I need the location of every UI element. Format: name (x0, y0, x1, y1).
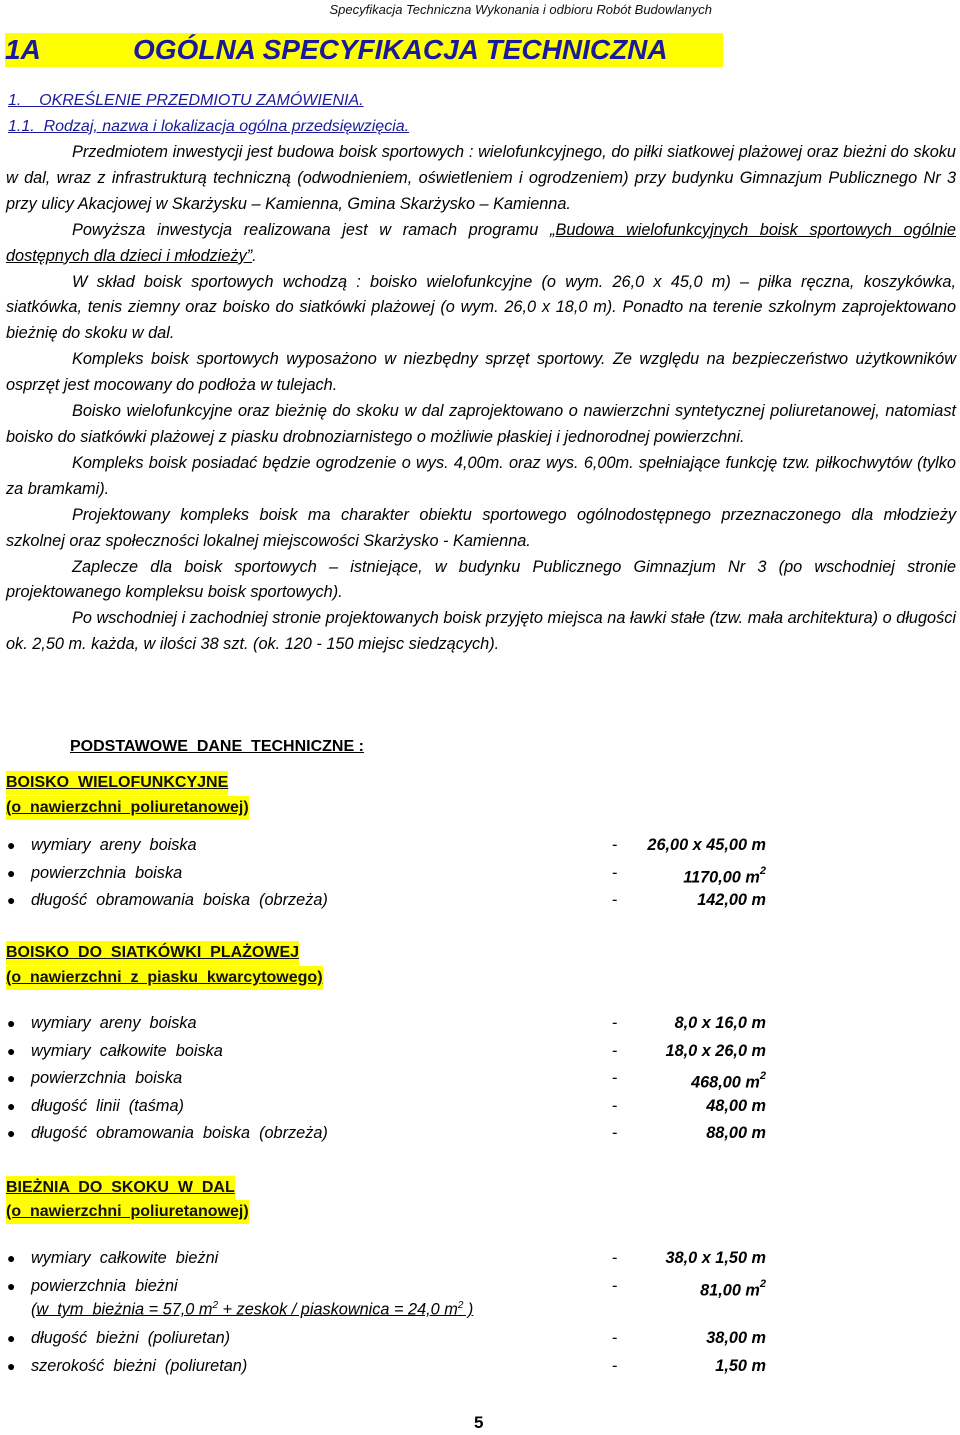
bullet-icon: ● (7, 1250, 16, 1266)
paragraph: Zaplecze dla boisk sportowych – istniejące, w budynku Publicznego Gimnazjum Nr 3 (po wschodniej stronie projektowanego kompleksu boisk sportowych). (6, 557, 956, 602)
spec-list (0, 1245, 960, 1300)
list-item: ● powierzchnia boiska - 468,00 $m^2$ (0, 1065, 960, 1093)
paragraph: Kompleks boisk posiadać będzie ogrodzenie o wys. 4,00m. oraz wys. 6,00m. spełniające funkcję tzw. piłkochwytów (tylko za bramkami). (6, 453, 956, 498)
section-subtitle: (o nawierzchni poliuretanowej) (6, 1200, 249, 1224)
document-title (5, 33, 723, 67)
page-number: 5 (474, 1413, 484, 1432)
paragraph: Kompleks boisk sportowych wyposażono w niezbędny sprzęt sportowy. Ze względu na bezpieczeństwo użytkowników osprzęt jest mocowany do podłoża w tulejach. (6, 350, 956, 395)
paragraph: Projektowany kompleks boisk ma charakter obiektu sportowego ogólnodostępnego przeznaczonego dla młodzieży szkolnej oraz społeczności lokalnej miejscowości Skarżysko - Kamienna. (6, 505, 956, 550)
bullet-icon: ● (7, 1070, 16, 1086)
paragraph: W skład boisk sportowych wchodzą : boisko wielofunkcyjne (o wym. 26,0 x 45,0 m) – piłka ręczna, koszykówka, siatkówka, tenis ziemny oraz boisko do siatkówki plażowej (o wym. 26,0 x 18,0 m). Ponadto na terenie szkolnym zaprojektowano bieżnię do skoku w dal. (6, 272, 956, 343)
surface-note: (w tym bieżnia = 57,0 $m^2$ + zeskok / piaskownica = 24,0 $m^2$ ) (31, 1300, 474, 1319)
title-text: OGÓLNA SPECYFIKACJA TECHNICZNA (133, 34, 668, 65)
bullet-icon: ● (7, 1125, 16, 1141)
paragraph: Po wschodniej i zachodniej stronie projektowanych boisk przyjęto miejsca na ławki stałe (tzw. mała architektura) o długości ok. 2,50 m. każda, w ilości 38 szt. (ok. 120 - 150 miejsc siedzących). (6, 609, 956, 654)
bullet-icon: ● (7, 1042, 16, 1059)
list-item: ● wymiary całkowite boiska - 18,0 x 26,0 m (0, 1038, 960, 1066)
section-subtitle: (o nawierzchni z piasku kwarcytowego) (6, 966, 323, 990)
bullet-icon: ● (7, 1015, 16, 1031)
paragraph: Boisko wielofunkcyjne oraz bieżnię do skoku w dal zaprojektowano o nawierzchni syntetycznej poliuretanowej, natomiast boisko do siatkówki plażowej z piasku drobnoziarnistego o możliwie płaskiej i jednorodnej powierzchni. (6, 402, 956, 446)
title-number: 1A (5, 34, 41, 65)
bullet-icon: ● (7, 864, 16, 881)
bullet-icon: ● (7, 1330, 16, 1346)
paragraph: Przedmiotem inwestycji jest budowa boisk sportowych : wielofunkcyjnego, do piłki siatkowej plażowej oraz bieżni do skoku w dal, wraz z infrastrukturą techniczną (odwodnieniem, oświetleniem i ogrodzeniem) przy budynku Gimnazjum Publicznego Nr 3 przy ulicy Akacjowej w Skarżysku – Kamienna, Gmina Skarżysko – Kamienna. (6, 143, 956, 213)
program-prefix: Powyższa inwestycja realizowana jest w ramach programu (72, 220, 551, 239)
body-text (6, 140, 956, 658)
program-name: „Budowa wielofunkcyjnych boisk sportowych ogólnie dostępnych dla dzieci i młodzieży” (6, 220, 956, 265)
list-item: ● długość obramowania boiska (obrzeża) - 142,00 m (0, 887, 960, 915)
bullet-icon: ● (7, 1277, 16, 1294)
section-title: BOISKO WIELOFUNKCYJNE (6, 771, 228, 795)
section-title: BOISKO DO SIATKÓWKI PLAŻOWEJ (6, 941, 299, 965)
bullet-icon: ● (7, 837, 16, 853)
spec-list (0, 1325, 960, 1380)
list-item: ● długość linii (taśma) - 48,00 m (0, 1093, 960, 1121)
running-header: Specyfikacja Techniczna Wykonania i odbioru Robót Budowlanych (329, 2, 712, 17)
program-suffix: . (252, 246, 257, 265)
list-item: ● powierzchnia bieżni - 81,00 $m^2$ (0, 1273, 960, 1301)
spec-list (0, 1010, 960, 1148)
bullet-icon: ● (7, 1097, 16, 1114)
list-item: ● powierzchnia boiska - 1170,00 $m^2$ (0, 860, 960, 888)
list-item: ● wymiary areny boiska - 8,0 x 16,0 m (0, 1010, 960, 1038)
bullet-icon: ● (7, 892, 16, 908)
list-item: ● wymiary areny boiska - 26,00 x 45,00 m (0, 832, 960, 860)
heading-1-1: 1.1. Rodzaj, nazwa i lokalizacja ogólna przedsięwzięcia. (8, 118, 410, 135)
list-item: ● szerokość bieżni (poliuretan) - 1,50 m (0, 1353, 960, 1381)
spec-list (0, 832, 960, 915)
section-title: BIEŻNIA DO SKOKU W DAL (6, 1176, 235, 1200)
list-item: ● długość bieżni (poliuretan) - 38,00 m (0, 1325, 960, 1353)
basic-data-heading: PODSTAWOWE DANE TECHNICZNE : (70, 738, 364, 755)
section-subtitle: (o nawierzchni poliuretanowej) (6, 796, 249, 820)
list-item: ● długość obramowania boiska (obrzeża) - 88,00 m (0, 1120, 960, 1148)
heading-1: 1. OKREŚLENIE PRZEDMIOTU ZAMÓWIENIA. (8, 92, 364, 109)
program-paragraph (6, 218, 956, 270)
bullet-icon: ● (7, 1357, 16, 1374)
list-item: ● wymiary całkowite bieżni - 38,0 x 1,50 m (0, 1245, 960, 1273)
